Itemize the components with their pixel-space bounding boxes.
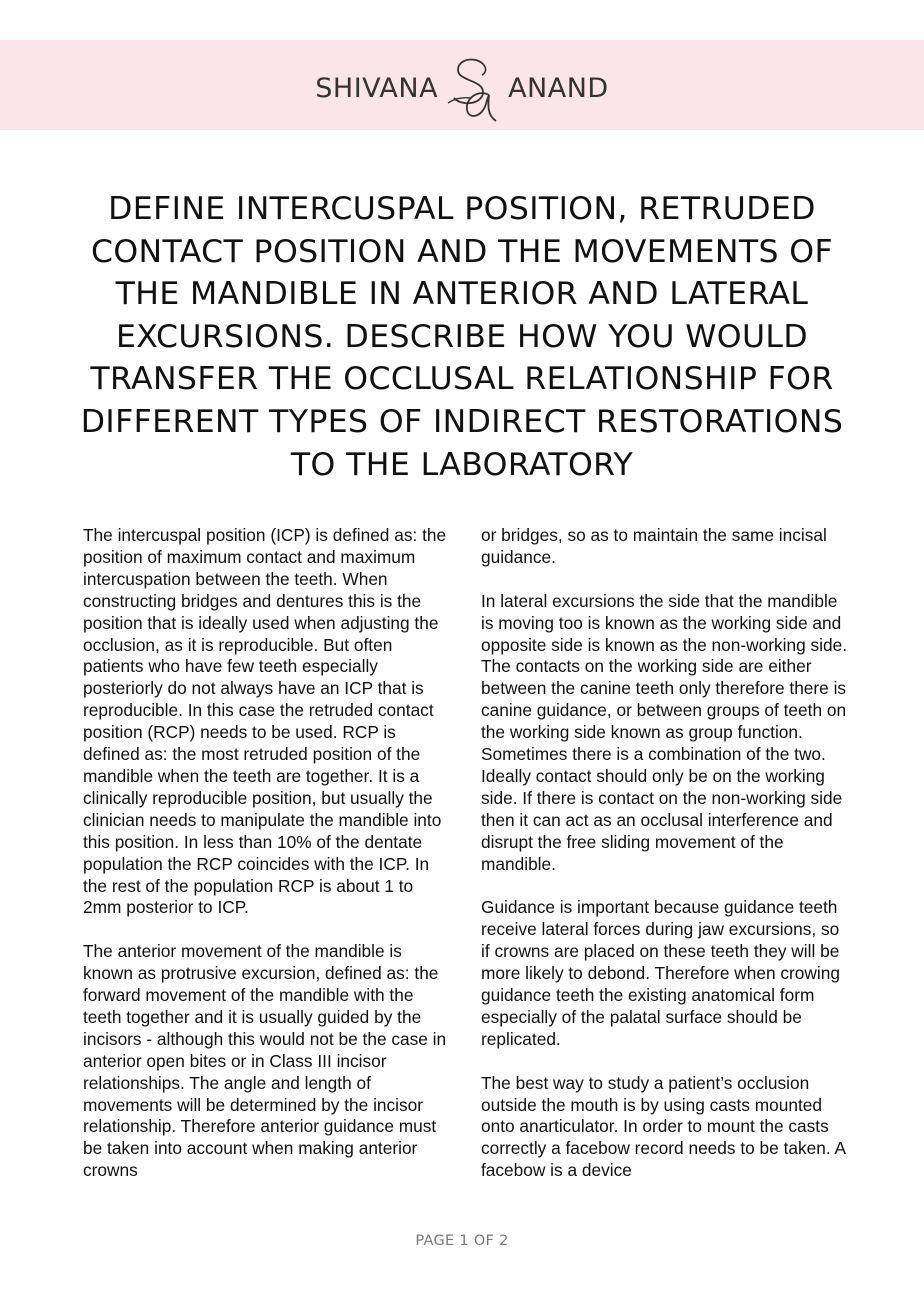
paragraph: Guidance is important because guidance teeth receive lateral forces during jaw excursions, so if crowns are placed on these teeth they will be more likely to debond. Therefore when crowing guidance teeth the existing anatomical form especially of the palatal surface should be replicated.	[481, 897, 840, 1049]
paragraph: The best way to study a patient’s occlusion outside the mouth is by using casts mounted onto anarticulator. In order to mount the casts correctly a facebow record needs to be taken. A facebow is a device	[481, 1072, 846, 1181]
right-column	[481, 525, 847, 1204]
document-title: DEFINE INTERCUSPAL POSITION, RETRUDED CONTACT POSITION AND THE MOVEMENTS OF THE MANDIBLE IN ANTERIOR AND LATERAL EXCURSIONS. DESCRIBE HOW YOU WOULD TRANSFER THE OCCLUSAL RELATIONSHIP FOR DIFFERENT TYPES OF INDIRECT RESTORATIONS TO THE LABORATORY	[80, 191, 844, 483]
paragraph: The anterior movement of the mandible is known as protrusive excursion, defined as: the forward movement of the mandible with the teeth together and it is usually guided by the incisors - although this would not be the case in anterior open bites or in Class III incisor relationships. The angle and length of movements will be determined by the incisor relationship. Therefore anterior guidance must be taken into account when making anterior crowns	[83, 941, 447, 1181]
paragraph: The intercuspal position (ICP) is defined as: the position of maximum contact and maximum intercuspation between the teeth. When constructing bridges and dentures this is the position that is ideally used when adjusting the occlusion, as it is reproducible. But often patients who have few teeth especially posteriorly do not always have an ICP that is reproducible. In this case the retruded contact position (RCP) needs to be used. RCP is defined as: the most retruded position of the mandible when the teeth are together. It is a clinically reproducible position, but usually the clinician needs to manipulate the mandible into this position. In less than 10% of the dentate population the RCP coincides with the ICP. In the rest of the population RCP is about 1 to 2mm posterior to ICP.	[83, 525, 447, 918]
brand-logo	[0, 68, 924, 108]
left-column	[83, 525, 455, 1204]
paragraph: In lateral excursions the side that the mandible is moving too is known as the working side and opposite side is known as the non-working side. The contacts on the working side are either between the canine teeth only therefore there is canine guidance, or between groups of teeth on the working side known as group function. Sometimes there is a combination of the two. Ideally contact should only be on the working side. If there is contact on the non-working side then it can act as an occlusal interference and disrupt the free sliding movement of the mandible.	[481, 590, 847, 874]
page-number: PAGE 1 OF 2	[415, 1233, 509, 1249]
brand-first-name: SHIVANA	[315, 72, 439, 104]
monogram-icon	[434, 55, 512, 125]
paragraph: or bridges, so as to maintain the same incisal guidance.	[481, 525, 827, 567]
brand-last-name: ANAND	[508, 72, 609, 104]
